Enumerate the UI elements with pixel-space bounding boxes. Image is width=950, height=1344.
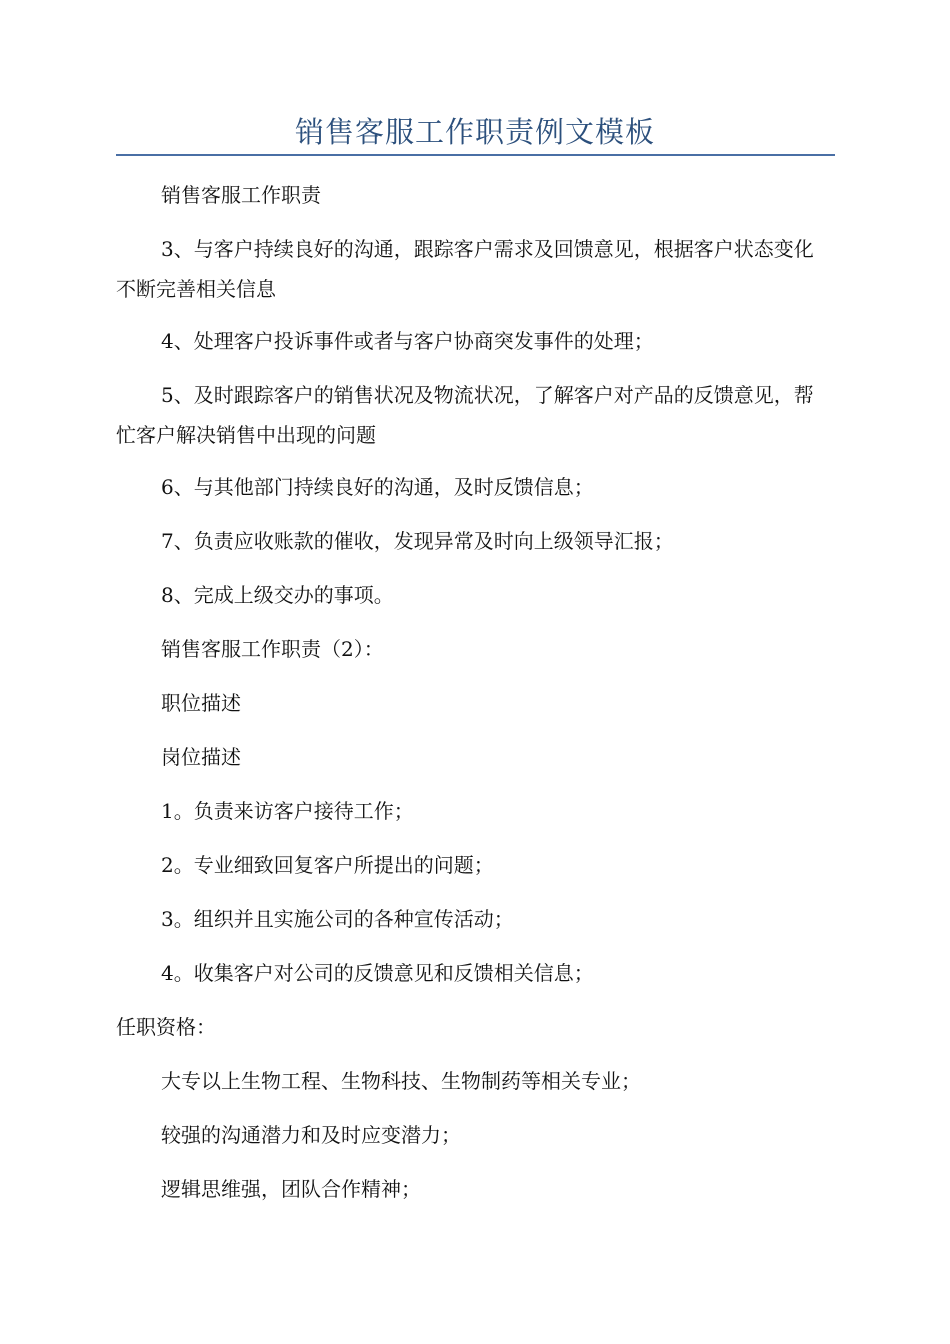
paragraph: 岗位描述 <box>161 745 241 769</box>
paragraph: 3。组织并且实施公司的各种宣传活动； <box>161 907 514 931</box>
paragraph: 逻辑思维强，团队合作精神； <box>161 1177 421 1201</box>
paragraph: 5、及时跟踪客户的销售状况及物流状况，了解客户对产品的反馈意见，帮忙客户解决销售中出现的问题 <box>116 383 814 447</box>
paragraph: 大专以上生物工程、生物科技、生物制药等相关专业； <box>161 1069 641 1093</box>
paragraph: 4。收集客户对公司的反馈意见和反馈相关信息； <box>161 961 594 985</box>
paragraph: 7、负责应收账款的催收，发现异常及时向上级领导汇报； <box>161 529 674 553</box>
paragraph: 1。负责来访客户接待工作； <box>161 799 414 823</box>
paragraph: 销售客服工作职责（2）： <box>161 637 384 661</box>
paragraph: 较强的沟通潜力和及时应变潜力； <box>161 1123 461 1147</box>
paragraph: 3、与客户持续良好的沟通，跟踪客户需求及回馈意见，根据客户状态变化不断完善相关信息 <box>116 237 814 301</box>
paragraph: 任职资格： <box>116 1015 216 1039</box>
paragraph: 职位描述 <box>161 691 241 715</box>
title-underline <box>116 154 835 156</box>
paragraph: 4、处理客户投诉事件或者与客户协商突发事件的处理； <box>161 329 654 353</box>
paragraph: 8、完成上级交办的事项。 <box>161 583 394 607</box>
paragraph: 销售客服工作职责 <box>161 183 321 207</box>
paragraph: 6、与其他部门持续良好的沟通，及时反馈信息； <box>161 475 594 499</box>
document-title: 销售客服工作职责例文模板 <box>294 115 655 149</box>
paragraph: 2。专业细致回复客户所提出的问题； <box>161 853 494 877</box>
